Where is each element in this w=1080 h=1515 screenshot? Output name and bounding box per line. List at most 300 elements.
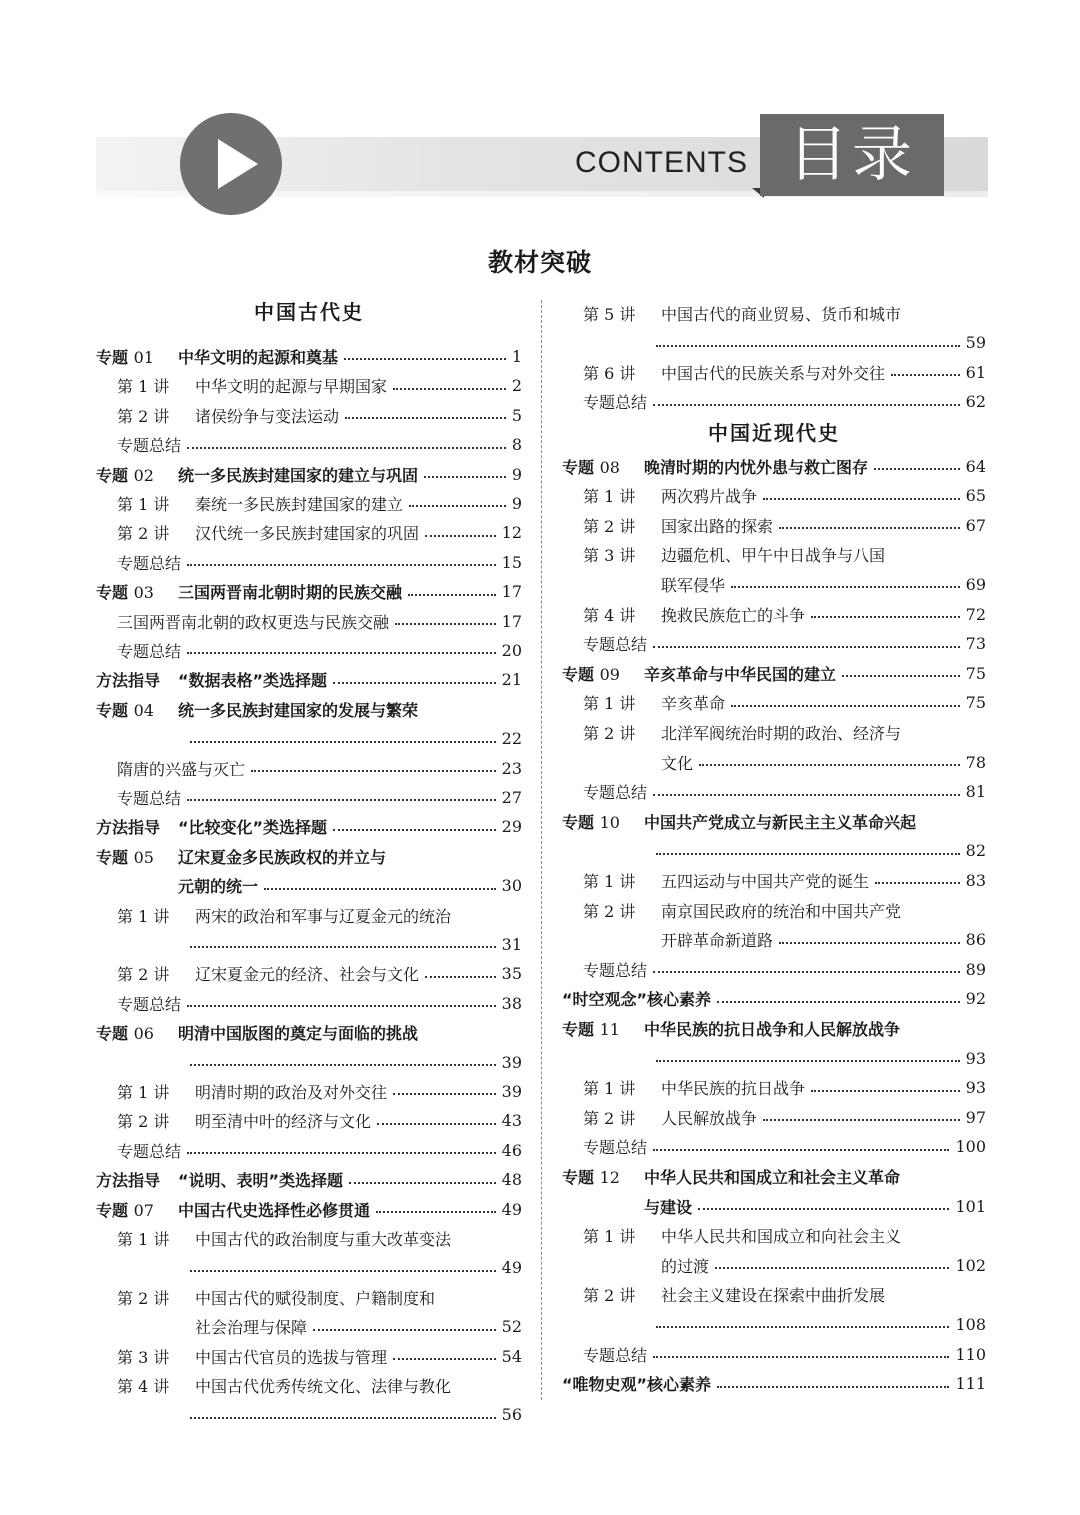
- topic-number: 02: [133, 465, 154, 485]
- page-number: 20: [501, 640, 522, 660]
- dot-leader: [425, 976, 496, 978]
- summary-title: 专题总结: [583, 635, 648, 655]
- lecture-title: 中国古代的商业贸易、货币和城市: [661, 304, 902, 324]
- page-number: 27: [501, 787, 522, 807]
- toc-entry: [562, 806, 986, 836]
- lecture-title: 秦统一多民族封建国家的建立: [195, 494, 404, 514]
- toc-entry: [562, 717, 986, 747]
- toc-entry: [96, 753, 522, 783]
- toc-entry: [96, 1223, 522, 1253]
- toc-entry: [562, 328, 986, 358]
- page-number: 17: [501, 582, 522, 602]
- toc-entry: [96, 341, 522, 371]
- dot-leader: [763, 498, 960, 500]
- lecture-title: 社会主义建设在探索中曲折发展: [661, 1286, 886, 1306]
- page-number: 8: [511, 435, 522, 455]
- topic-word: 专题: [562, 664, 595, 684]
- lecture-label: 第 2 讲: [117, 1288, 170, 1308]
- dot-leader: [393, 388, 506, 390]
- page-number: 83: [965, 870, 986, 890]
- topic-title: 三国两晋南北朝时期的民族交融: [178, 583, 403, 603]
- toc-entry: [562, 357, 986, 387]
- dot-leader: [395, 623, 496, 625]
- toc-entry: [562, 865, 986, 895]
- toc-entry: [96, 1282, 522, 1312]
- topic-number: 07: [133, 1200, 154, 1220]
- section-title: 教材突破: [487, 248, 592, 277]
- lecture-title-cont: 联军侵华: [661, 575, 726, 595]
- page-number: 75: [965, 693, 986, 713]
- page-number: 64: [965, 456, 986, 476]
- column-divider: [541, 300, 542, 1400]
- dot-leader: [717, 1386, 949, 1388]
- toc-entry: [562, 1339, 986, 1369]
- toc-entry: [96, 635, 522, 665]
- lecture-title: 中国古代的民族关系与对外交往: [661, 363, 886, 383]
- lecture-title-cont: 社会治理与保障: [195, 1318, 308, 1338]
- toc-entry: [562, 1280, 986, 1310]
- summary-title: 隋唐的兴盛与灭亡: [117, 759, 246, 779]
- lecture-label: 第 2 讲: [117, 1112, 170, 1132]
- toc-entry: [96, 1194, 522, 1224]
- toc-entry: [96, 1018, 522, 1048]
- toc-entry: [96, 518, 522, 548]
- page-number: 2: [511, 376, 522, 396]
- dot-leader: [717, 1001, 960, 1003]
- topic-number: 08: [599, 457, 620, 477]
- lecture-label: 第 3 讲: [583, 546, 636, 566]
- lecture-label: 第 1 讲: [117, 906, 170, 926]
- summary-title: 专题总结: [117, 641, 182, 661]
- topic-title: 中国共产党成立与新民主主义革命兴起: [644, 812, 917, 832]
- summary-title: 专题总结: [117, 788, 182, 808]
- toc-entry: [96, 577, 522, 607]
- dot-leader: [187, 447, 506, 449]
- category-title: 中国古代史: [254, 300, 364, 324]
- toc-entry: [96, 1135, 522, 1165]
- dot-leader: [344, 358, 506, 360]
- toc-entry: [96, 694, 522, 724]
- toc-entry: [96, 459, 522, 489]
- topic-number: 06: [133, 1024, 154, 1044]
- method-label: 方法指导: [96, 818, 161, 838]
- toc-entry: [562, 895, 986, 925]
- lecture-title: 人民解放战争: [661, 1108, 758, 1128]
- page-number: 72: [965, 604, 986, 624]
- dot-leader: [779, 527, 960, 529]
- toc-entry: [562, 1369, 986, 1399]
- page-number: 93: [965, 1048, 986, 1068]
- toc-entry: [562, 569, 986, 599]
- method-title: “比较变化”类选择题: [178, 818, 328, 838]
- toc-entry: [562, 836, 986, 866]
- page-number: 92: [965, 989, 986, 1009]
- page-number: 46: [501, 1140, 522, 1160]
- toc-entry: [96, 929, 522, 959]
- dot-leader: [425, 535, 496, 537]
- dot-leader: [187, 564, 496, 566]
- topic-word: 专题: [562, 457, 595, 477]
- topic-label: [562, 662, 644, 685]
- lecture-title: 国家出路的探索: [661, 516, 774, 536]
- lecture-title: 中国古代的赋役制度、户籍制度和: [195, 1288, 436, 1308]
- toc-entry: [562, 540, 986, 570]
- toc-entry: [96, 606, 522, 636]
- toc-entry: [562, 777, 986, 807]
- lecture-label: 第 2 讲: [583, 516, 636, 536]
- dot-leader: [842, 675, 960, 677]
- lecture-label: 第 1 讲: [583, 487, 636, 507]
- toc-entry: [562, 1161, 986, 1191]
- page-number: 48: [501, 1170, 522, 1190]
- topic-label: [562, 455, 644, 478]
- topic-word: 专题: [562, 812, 595, 832]
- lecture-title: 南京国民政府的统治和中国共产党: [661, 901, 902, 921]
- method-title: “时空观念”核心素养: [562, 990, 712, 1010]
- page-number: 49: [501, 1199, 522, 1219]
- summary-title: 专题总结: [583, 960, 648, 980]
- page-number: 56: [501, 1405, 522, 1425]
- page-number: 86: [965, 930, 986, 950]
- dot-leader: [190, 741, 496, 743]
- lecture-label: 第 2 讲: [117, 965, 170, 985]
- toc-entry: [96, 1312, 522, 1342]
- dot-leader: [653, 404, 960, 406]
- lecture-title: 两宋的政治和军事与辽夏金元的统治: [195, 906, 452, 926]
- summary-title: 专题总结: [583, 1345, 648, 1365]
- dot-leader: [699, 764, 960, 766]
- topic-label: [562, 810, 644, 833]
- summary-title: 三国两晋南北朝的政权更迭与民族交融: [117, 612, 390, 632]
- topic-title: 统一多民族封建国家的建立与巩固: [178, 465, 419, 485]
- toc-entry: [562, 688, 986, 718]
- toc-entry: [96, 900, 522, 930]
- toc-entry: [96, 488, 522, 518]
- page-number: 43: [501, 1111, 522, 1131]
- toc-entry: [96, 371, 522, 401]
- lecture-label: 第 1 讲: [117, 1229, 170, 1249]
- toc-entry: [96, 1400, 522, 1430]
- dot-leader: [656, 345, 960, 347]
- dot-leader: [190, 1417, 496, 1419]
- summary-title: 专题总结: [117, 1141, 182, 1161]
- topic-label: [96, 1198, 178, 1221]
- page-number: 69: [965, 574, 986, 594]
- topic-word: 专题: [96, 1200, 129, 1220]
- lecture-label: 第 1 讲: [583, 1227, 636, 1247]
- contents-label: CONTENTS: [575, 146, 748, 179]
- toc-entry: [562, 954, 986, 984]
- lecture-title: 五四运动与中国共产党的诞生: [661, 871, 870, 891]
- toc-entry: [96, 959, 522, 989]
- page-number: 101: [955, 1196, 986, 1216]
- dot-leader: [811, 1090, 960, 1092]
- page-number: 9: [511, 464, 522, 484]
- toc-entry: [562, 298, 986, 328]
- dot-leader: [393, 1358, 496, 1360]
- page-number: 1: [511, 346, 522, 366]
- topic-number: 01: [133, 347, 154, 367]
- toc-entry: [562, 1102, 986, 1132]
- summary-title: 专题总结: [583, 1138, 648, 1158]
- dot-leader: [187, 1152, 496, 1154]
- page-number: 110: [955, 1344, 986, 1364]
- dot-leader: [190, 946, 496, 948]
- dot-leader: [187, 799, 496, 801]
- dot-leader: [698, 1208, 949, 1210]
- lecture-label: 第 1 讲: [117, 377, 170, 397]
- toc-entry: [562, 1073, 986, 1103]
- page-number: 29: [501, 817, 522, 837]
- lecture-label: 第 2 讲: [117, 524, 170, 544]
- lecture-title: 诸侯纷争与变法运动: [195, 406, 340, 426]
- page-number: 23: [501, 758, 522, 778]
- toc-entry: [562, 1221, 986, 1251]
- topic-word: 专题: [96, 700, 129, 720]
- dot-leader: [656, 853, 960, 855]
- topic-title: 中国古代史选择性必修贯通: [178, 1200, 371, 1220]
- page-number: 93: [965, 1078, 986, 1098]
- dot-leader: [715, 1267, 949, 1269]
- page-number: 49: [501, 1258, 522, 1278]
- topic-number: 12: [599, 1167, 620, 1187]
- toc-entry: [96, 1370, 522, 1400]
- topic-word: 专题: [562, 1019, 595, 1039]
- lecture-title: 中华人民共和国成立和向社会主义: [661, 1227, 902, 1247]
- topic-number: 10: [599, 812, 620, 832]
- summary-title: 专题总结: [583, 393, 648, 413]
- topic-word: 专题: [96, 583, 129, 603]
- dot-leader: [653, 646, 960, 648]
- toc-entry: [96, 724, 522, 754]
- dot-leader: [891, 374, 960, 376]
- lecture-title: 明清时期的政治及对外交往: [195, 1082, 388, 1102]
- topic-label: [562, 1017, 644, 1040]
- toc-entry: [562, 1191, 986, 1221]
- topic-number: 09: [599, 664, 620, 684]
- topic-word: 专题: [562, 1167, 595, 1187]
- topic-title: 辛亥革命与中华民国的建立: [644, 664, 837, 684]
- lecture-title: 辽宋夏金元的经济、社会与文化: [195, 965, 420, 985]
- page-number: 35: [501, 964, 522, 984]
- lecture-title: 中华民族的抗日战争: [661, 1079, 806, 1099]
- lecture-label: 第 2 讲: [583, 723, 636, 743]
- toc-entry: [96, 1106, 522, 1136]
- topic-title: 统一多民族封建国家的发展与繁荣: [178, 700, 419, 720]
- page-number: 67: [965, 515, 986, 535]
- dot-leader: [251, 770, 496, 772]
- category-title: 中国近现代史: [708, 421, 840, 446]
- dot-leader: [424, 476, 506, 478]
- page-number: 39: [501, 1081, 522, 1101]
- topic-title: 辽宋夏金多民族政权的并立与: [178, 847, 387, 867]
- page-number: 52: [501, 1317, 522, 1337]
- topic-label: [96, 845, 178, 868]
- lecture-label: 第 1 讲: [117, 1082, 170, 1102]
- page-number: 102: [955, 1255, 986, 1275]
- lecture-label: 第 2 讲: [583, 1108, 636, 1128]
- toc-entry: [96, 841, 522, 871]
- topic-word: 专题: [96, 347, 129, 367]
- method-title: “唯物史观”核心素养: [562, 1375, 712, 1395]
- dot-leader: [187, 1005, 496, 1007]
- lecture-label: 第 1 讲: [583, 871, 636, 891]
- toc-entry: [96, 1165, 522, 1195]
- page-number: 73: [965, 634, 986, 654]
- topic-title-cont: 元朝的统一: [178, 877, 259, 897]
- page-number: 78: [965, 752, 986, 772]
- toc-entry: [562, 747, 986, 777]
- page-number: 54: [501, 1346, 522, 1366]
- lecture-label: 第 1 讲: [117, 494, 170, 514]
- page-number: 65: [965, 486, 986, 506]
- topic-word: 专题: [96, 465, 129, 485]
- summary-title: 专题总结: [117, 553, 182, 573]
- dot-leader: [653, 794, 960, 796]
- toc-entry: [96, 1076, 522, 1106]
- lecture-label: 第 4 讲: [117, 1376, 170, 1396]
- toc-entry: [96, 1253, 522, 1283]
- toc-entry: [96, 547, 522, 577]
- lecture-title: 北洋军阀统治时期的政治、经济与: [661, 723, 902, 743]
- topic-title: 中华民族的抗日战争和人民解放战争: [644, 1019, 901, 1039]
- dot-leader: [731, 586, 960, 588]
- page-number: 31: [501, 934, 522, 954]
- page-number: 61: [965, 362, 986, 382]
- dot-leader: [376, 1211, 496, 1213]
- lecture-title-cont: 的过渡: [661, 1256, 710, 1276]
- toc-entry: [562, 629, 986, 659]
- page-number: 30: [501, 876, 522, 896]
- topic-title: 明清中国版图的奠定与面临的挑战: [178, 1024, 419, 1044]
- toc-entry: [96, 400, 522, 430]
- dot-leader: [656, 1060, 960, 1062]
- lecture-label: 第 5 讲: [583, 304, 636, 324]
- method-title: “数据表格”类选择题: [178, 671, 328, 691]
- lecture-label: 第 2 讲: [583, 1286, 636, 1306]
- toc-entry: [562, 481, 986, 511]
- topic-title-cont: 与建设: [644, 1197, 693, 1217]
- dot-leader: [408, 594, 496, 596]
- dot-leader: [811, 616, 960, 618]
- method-title: “说明、表明”类选择题: [178, 1171, 344, 1191]
- page-number: 100: [955, 1137, 986, 1157]
- toc-entry: [96, 665, 522, 695]
- lecture-title: 两次鸦片战争: [661, 487, 758, 507]
- toc-entry: [562, 510, 986, 540]
- topic-word: 专题: [96, 847, 129, 867]
- dot-leader: [190, 1270, 496, 1272]
- page-number: 81: [965, 782, 986, 802]
- lecture-label: 第 6 讲: [583, 363, 636, 383]
- topic-label: [96, 1021, 178, 1044]
- lecture-title: 辛亥革命: [661, 694, 726, 714]
- dot-leader: [653, 1149, 949, 1151]
- dot-leader: [190, 1064, 496, 1066]
- toc-entry: [562, 1013, 986, 1043]
- page-number: 15: [501, 552, 522, 572]
- toc-entry: [96, 782, 522, 812]
- page-number: 97: [965, 1107, 986, 1127]
- dot-leader: [264, 888, 496, 890]
- toc-entry: [96, 812, 522, 842]
- dot-leader: [333, 829, 496, 831]
- toc-entry: [562, 599, 986, 629]
- dot-leader: [874, 468, 960, 470]
- toc-entry: [562, 1250, 986, 1280]
- page-number: 59: [965, 333, 986, 353]
- page-number: 5: [511, 405, 522, 425]
- toc-entry: [96, 1047, 522, 1077]
- topic-number: 05: [133, 847, 154, 867]
- play-icon: [180, 113, 282, 215]
- dot-leader: [345, 417, 506, 419]
- page-number: 12: [501, 523, 522, 543]
- page-number: 111: [955, 1374, 986, 1394]
- summary-title: 专题总结: [117, 436, 182, 456]
- lecture-title: 中国古代官员的选拔与管理: [195, 1347, 388, 1367]
- lecture-title: 边疆危机、甲午中日战争与八国: [661, 546, 886, 566]
- toc-entry: [96, 871, 522, 901]
- lecture-title: 中国古代的政治制度与重大改革变法: [195, 1229, 452, 1249]
- dot-leader: [393, 1093, 496, 1095]
- topic-number: 04: [133, 700, 154, 720]
- topic-label: [96, 463, 178, 486]
- mulu-label: 目录: [760, 114, 944, 196]
- dot-leader: [779, 942, 960, 944]
- dot-leader: [333, 682, 496, 684]
- toc-entry: [96, 430, 522, 460]
- topic-number: 03: [133, 583, 154, 603]
- page-number: 38: [501, 993, 522, 1013]
- lecture-title-cont: 文化: [661, 753, 694, 773]
- lecture-label: 第 1 讲: [583, 1079, 636, 1099]
- lecture-title: 中国古代优秀传统文化、法律与教化: [195, 1376, 452, 1396]
- toc-entry: [562, 925, 986, 955]
- dot-leader: [349, 1182, 496, 1184]
- dot-leader: [653, 1356, 949, 1358]
- method-label: 方法指导: [96, 1171, 161, 1191]
- lecture-label: 第 2 讲: [583, 901, 636, 921]
- toc-entry: [562, 984, 986, 1014]
- topic-label: [562, 1165, 644, 1188]
- method-label: 方法指导: [96, 671, 161, 691]
- dot-leader: [875, 882, 960, 884]
- page-number: 108: [955, 1314, 986, 1334]
- page-number: 17: [501, 611, 522, 631]
- page-number: 89: [965, 959, 986, 979]
- lecture-title: 汉代统一多民族封建国家的巩固: [195, 524, 420, 544]
- page-number: 21: [501, 670, 522, 690]
- toc-entry: [562, 387, 986, 417]
- dot-leader: [763, 1119, 960, 1121]
- toc-entry: [96, 1341, 522, 1371]
- topic-title: 中华人民共和国成立和社会主义革命: [644, 1167, 901, 1187]
- topic-word: 专题: [96, 1024, 129, 1044]
- topic-label: [96, 698, 178, 721]
- topic-label: [96, 345, 178, 368]
- toc-entry: [562, 1309, 986, 1339]
- summary-title: 专题总结: [583, 783, 648, 803]
- dot-leader: [377, 1123, 496, 1125]
- topic-title: 中华文明的起源和奠基: [178, 347, 339, 367]
- toc-entry: [562, 1132, 986, 1162]
- topic-label: [96, 580, 178, 603]
- lecture-label: 第 1 讲: [583, 694, 636, 714]
- toc-entry: [562, 451, 986, 481]
- dot-leader: [653, 971, 960, 973]
- dot-leader: [187, 652, 496, 654]
